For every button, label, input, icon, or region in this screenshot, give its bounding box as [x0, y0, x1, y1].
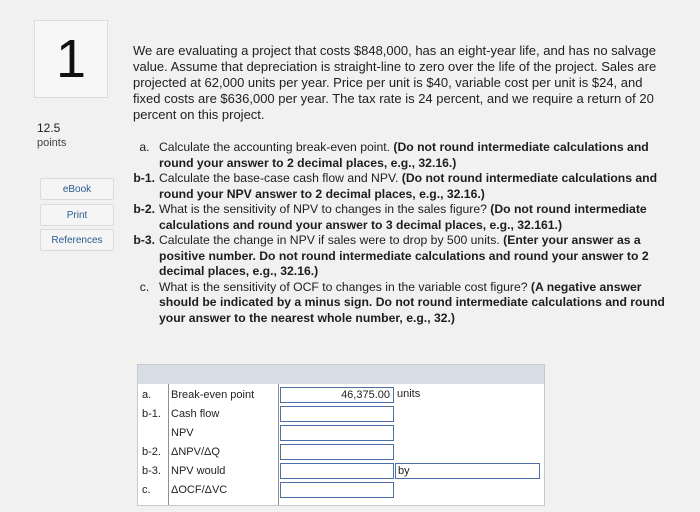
- row-description: Break-even point: [171, 389, 255, 401]
- answer-row-c: [138, 481, 544, 499]
- row-letter: c.: [142, 484, 151, 496]
- part-label: b-3.: [133, 233, 155, 247]
- part-label: a.: [139, 140, 150, 154]
- part-label: b-2.: [133, 202, 155, 216]
- points-label: points: [37, 137, 67, 149]
- npv-input[interactable]: [280, 425, 394, 441]
- ebook-button[interactable]: eBook: [40, 178, 114, 200]
- part-instructions: (Do not round intermediate calculations and round your answer to 3 decimal places, e.g., 32.161.): [159, 202, 647, 232]
- npv-direction-select[interactable]: [280, 463, 394, 479]
- part-instructions: (Enter your answer as a positive number. Do not round intermediate calculations and round your answer to 2 decimal places, e.g., 32.16.): [159, 233, 649, 278]
- row-letter: a.: [142, 389, 152, 401]
- part-text: What is the sensitivity of OCF to changes in the variable cost figure?: [159, 279, 531, 294]
- answer-row-b1-npv: [138, 424, 544, 442]
- row-description: NPV would: [171, 465, 226, 477]
- part-label: b-1.: [133, 171, 155, 185]
- print-button[interactable]: Print: [40, 204, 114, 226]
- part-instructions: (Do not round intermediate calculations and round your answer to 2 decimal places, e.g., 32.16.): [159, 140, 649, 170]
- answer-row-b2: [138, 443, 544, 461]
- break-even-input[interactable]: 46,375.00: [280, 387, 394, 403]
- question-number: 1: [55, 29, 87, 89]
- answer-row-b1-cashflow: [138, 405, 544, 423]
- points-value: 12.5: [37, 121, 61, 135]
- part-text: What is the sensitivity of NPV to changes in the sales figure?: [159, 202, 491, 216]
- question-parts: [130, 140, 670, 326]
- part-text: Calculate the base-case cash flow and NPV.: [159, 171, 402, 185]
- part-b2: [130, 202, 670, 233]
- row-letter: b-3.: [142, 465, 161, 477]
- part-instructions: (A negative answer should be indicated by a minus sign. Do not round intermediate calculations and round your answer to the nearest whole number, e.g., 32.): [159, 279, 665, 325]
- part-text: Calculate the change in NPV if sales were to drop by 500 units.: [159, 233, 504, 247]
- part-b3: [130, 233, 670, 280]
- part-label: c.: [139, 279, 150, 294]
- part-text: Calculate the accounting break-even point.: [159, 140, 394, 154]
- cash-flow-input[interactable]: [280, 406, 394, 422]
- part-a: [130, 140, 670, 171]
- row-description: ΔOCF/ΔVC: [171, 484, 228, 496]
- answer-row-a: [138, 386, 544, 404]
- question-number-box: [34, 20, 108, 98]
- question-intro: We are evaluating a project that costs $848,000, has an eight-year life, and has no salvage value. Assume that depreciation is straight-line to zero over the life of the project. Sales are projected at 62,000 units per year. Price per unit is $40, variable cost per unit is $24, and fixed costs are $636,000 per year. The tax rate is 24 percent, and we require a return of 20 percent on this project.: [133, 43, 657, 122]
- part-c: [130, 280, 670, 327]
- row-letter: b-1.: [142, 408, 161, 420]
- ocf-sensitivity-input[interactable]: [280, 482, 394, 498]
- answer-table-header: [138, 365, 544, 384]
- unit-label: units: [397, 388, 421, 400]
- row-description: ΔNPV/ΔQ: [171, 446, 220, 458]
- row-letter: b-2.: [142, 446, 161, 458]
- npv-change-input[interactable]: by: [395, 463, 540, 479]
- answer-table: [137, 364, 545, 506]
- row-description: NPV: [171, 427, 194, 439]
- references-button[interactable]: References: [40, 229, 114, 251]
- row-description: Cash flow: [171, 408, 220, 420]
- answer-row-b3: [138, 462, 544, 480]
- npv-sensitivity-input[interactable]: [280, 444, 394, 460]
- part-instructions: (Do not round intermediate calculations and round your NPV answer to 2 decimal places, e.g., 32.16.): [159, 171, 658, 201]
- part-b1: [130, 171, 670, 202]
